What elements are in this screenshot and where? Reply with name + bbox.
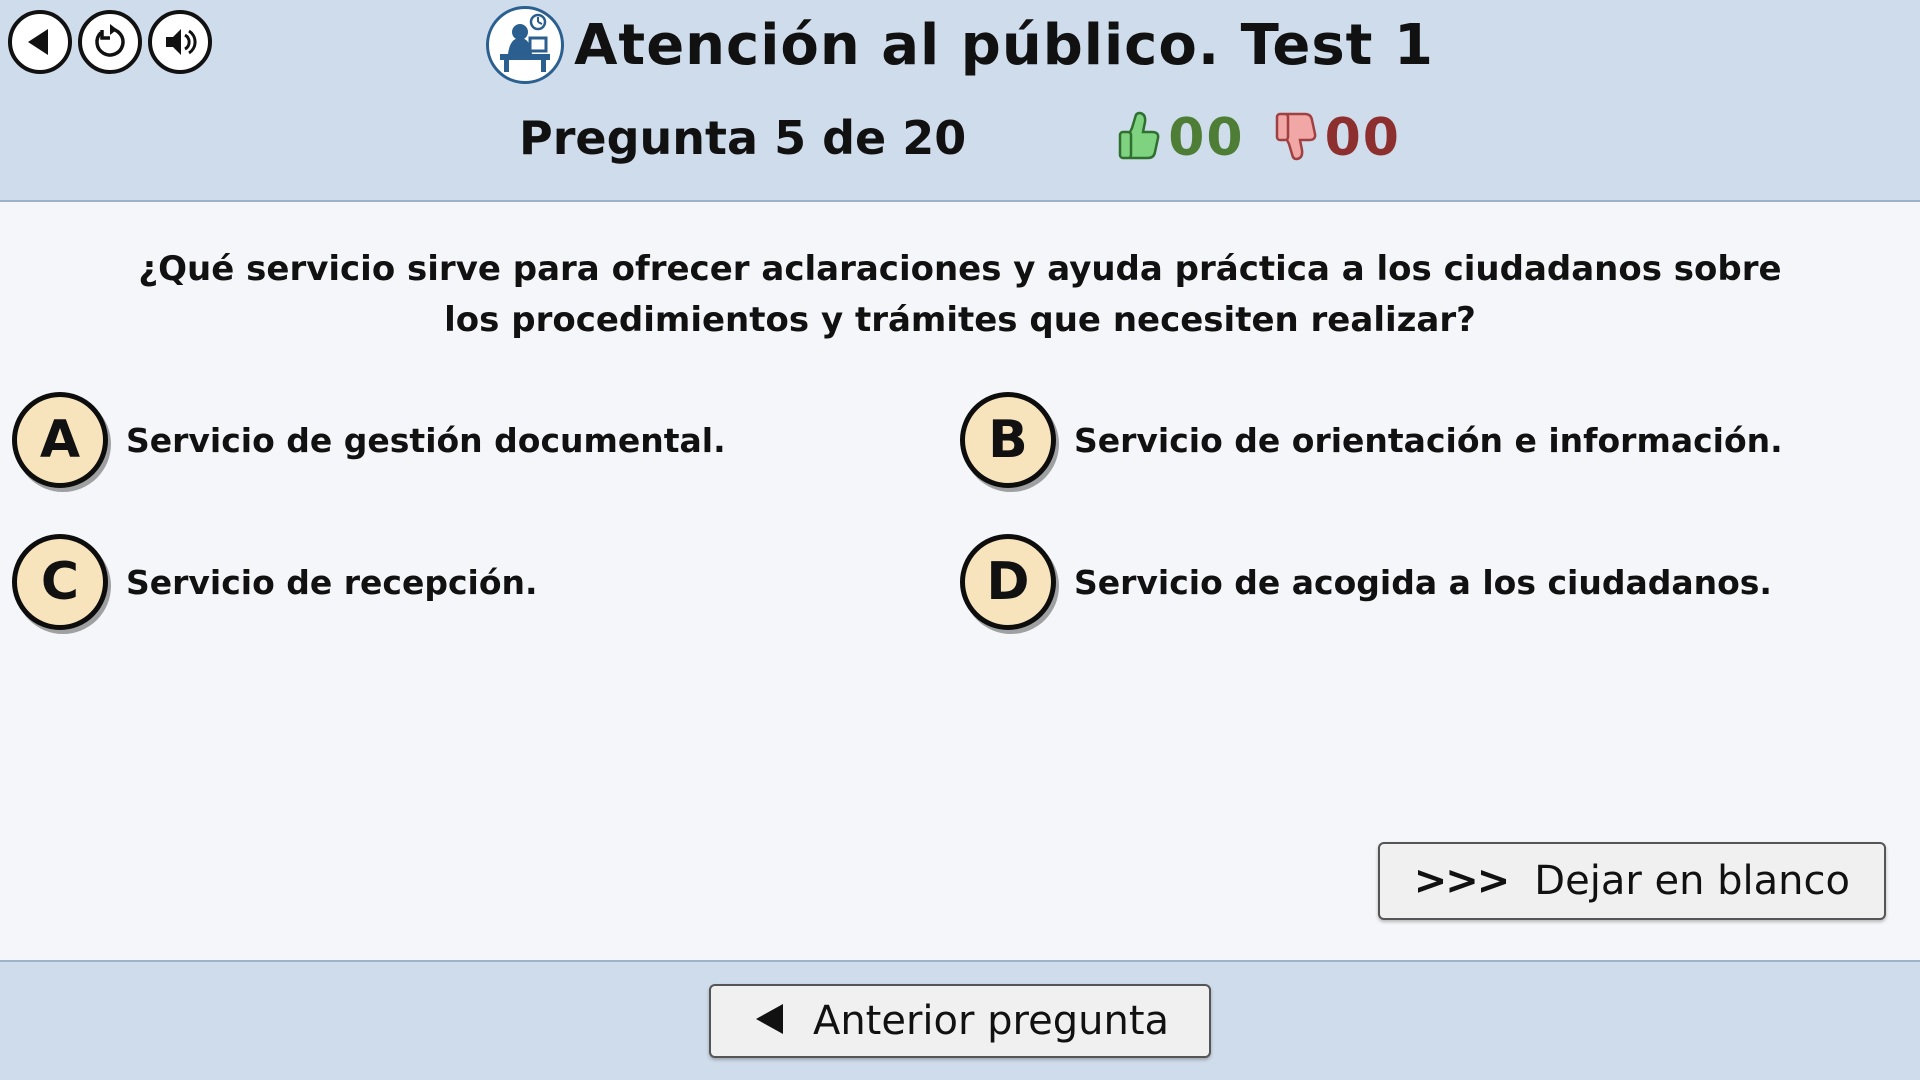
answer-letter-d: D: [960, 534, 1056, 630]
forward-arrows-icon: >>>: [1413, 858, 1509, 904]
answer-option-c[interactable]: [12, 534, 960, 630]
subtitle-row: [0, 108, 1920, 168]
correct-score-value: 00: [1168, 108, 1245, 168]
leave-blank-wrapper: [1378, 842, 1886, 920]
title-row: [0, 6, 1920, 84]
leave-blank-label: Dejar en blanco: [1534, 858, 1850, 904]
leave-blank-button[interactable]: [1378, 842, 1886, 920]
question-text: ¿Qué servicio sirve para ofrecer aclaraciones y ayuda práctica a los ciudadanos sobre los procedimientos y trámites que necesiten realizar?: [138, 249, 1782, 340]
answers-grid: [0, 392, 1920, 630]
left-triangle-icon: [751, 1001, 791, 1041]
answer-option-b[interactable]: [960, 392, 1783, 488]
answer-letter-c: C: [12, 534, 108, 630]
thumbs-down-icon: [1273, 110, 1319, 166]
answer-text-a: Servicio de gestión documental.: [126, 420, 726, 460]
thumbs-up-icon: [1116, 110, 1162, 166]
wrong-score-value: 00: [1324, 108, 1401, 168]
question-counter: Pregunta 5 de 20: [519, 111, 967, 165]
score-group: [1116, 108, 1401, 168]
header: [0, 0, 1920, 202]
answer-option-a[interactable]: [12, 392, 960, 488]
wrong-score: [1273, 108, 1401, 168]
page-title: Atención al público. Test 1: [574, 12, 1434, 78]
previous-question-button[interactable]: [709, 984, 1211, 1058]
main-content: [0, 202, 1920, 960]
answer-text-b: Servicio de orientación e información.: [1074, 420, 1783, 460]
answer-text-d: Servicio de acogida a los ciudadanos.: [1074, 562, 1772, 602]
answer-letter-b: B: [960, 392, 1056, 488]
correct-score: [1116, 108, 1244, 168]
answer-letter-a: A: [12, 392, 108, 488]
answer-option-d[interactable]: [960, 534, 1772, 630]
previous-question-label: Anterior pregunta: [812, 998, 1170, 1044]
footer: [0, 960, 1920, 1080]
person-at-desk-icon: [486, 6, 564, 84]
answer-text-c: Servicio de recepción.: [126, 562, 538, 602]
